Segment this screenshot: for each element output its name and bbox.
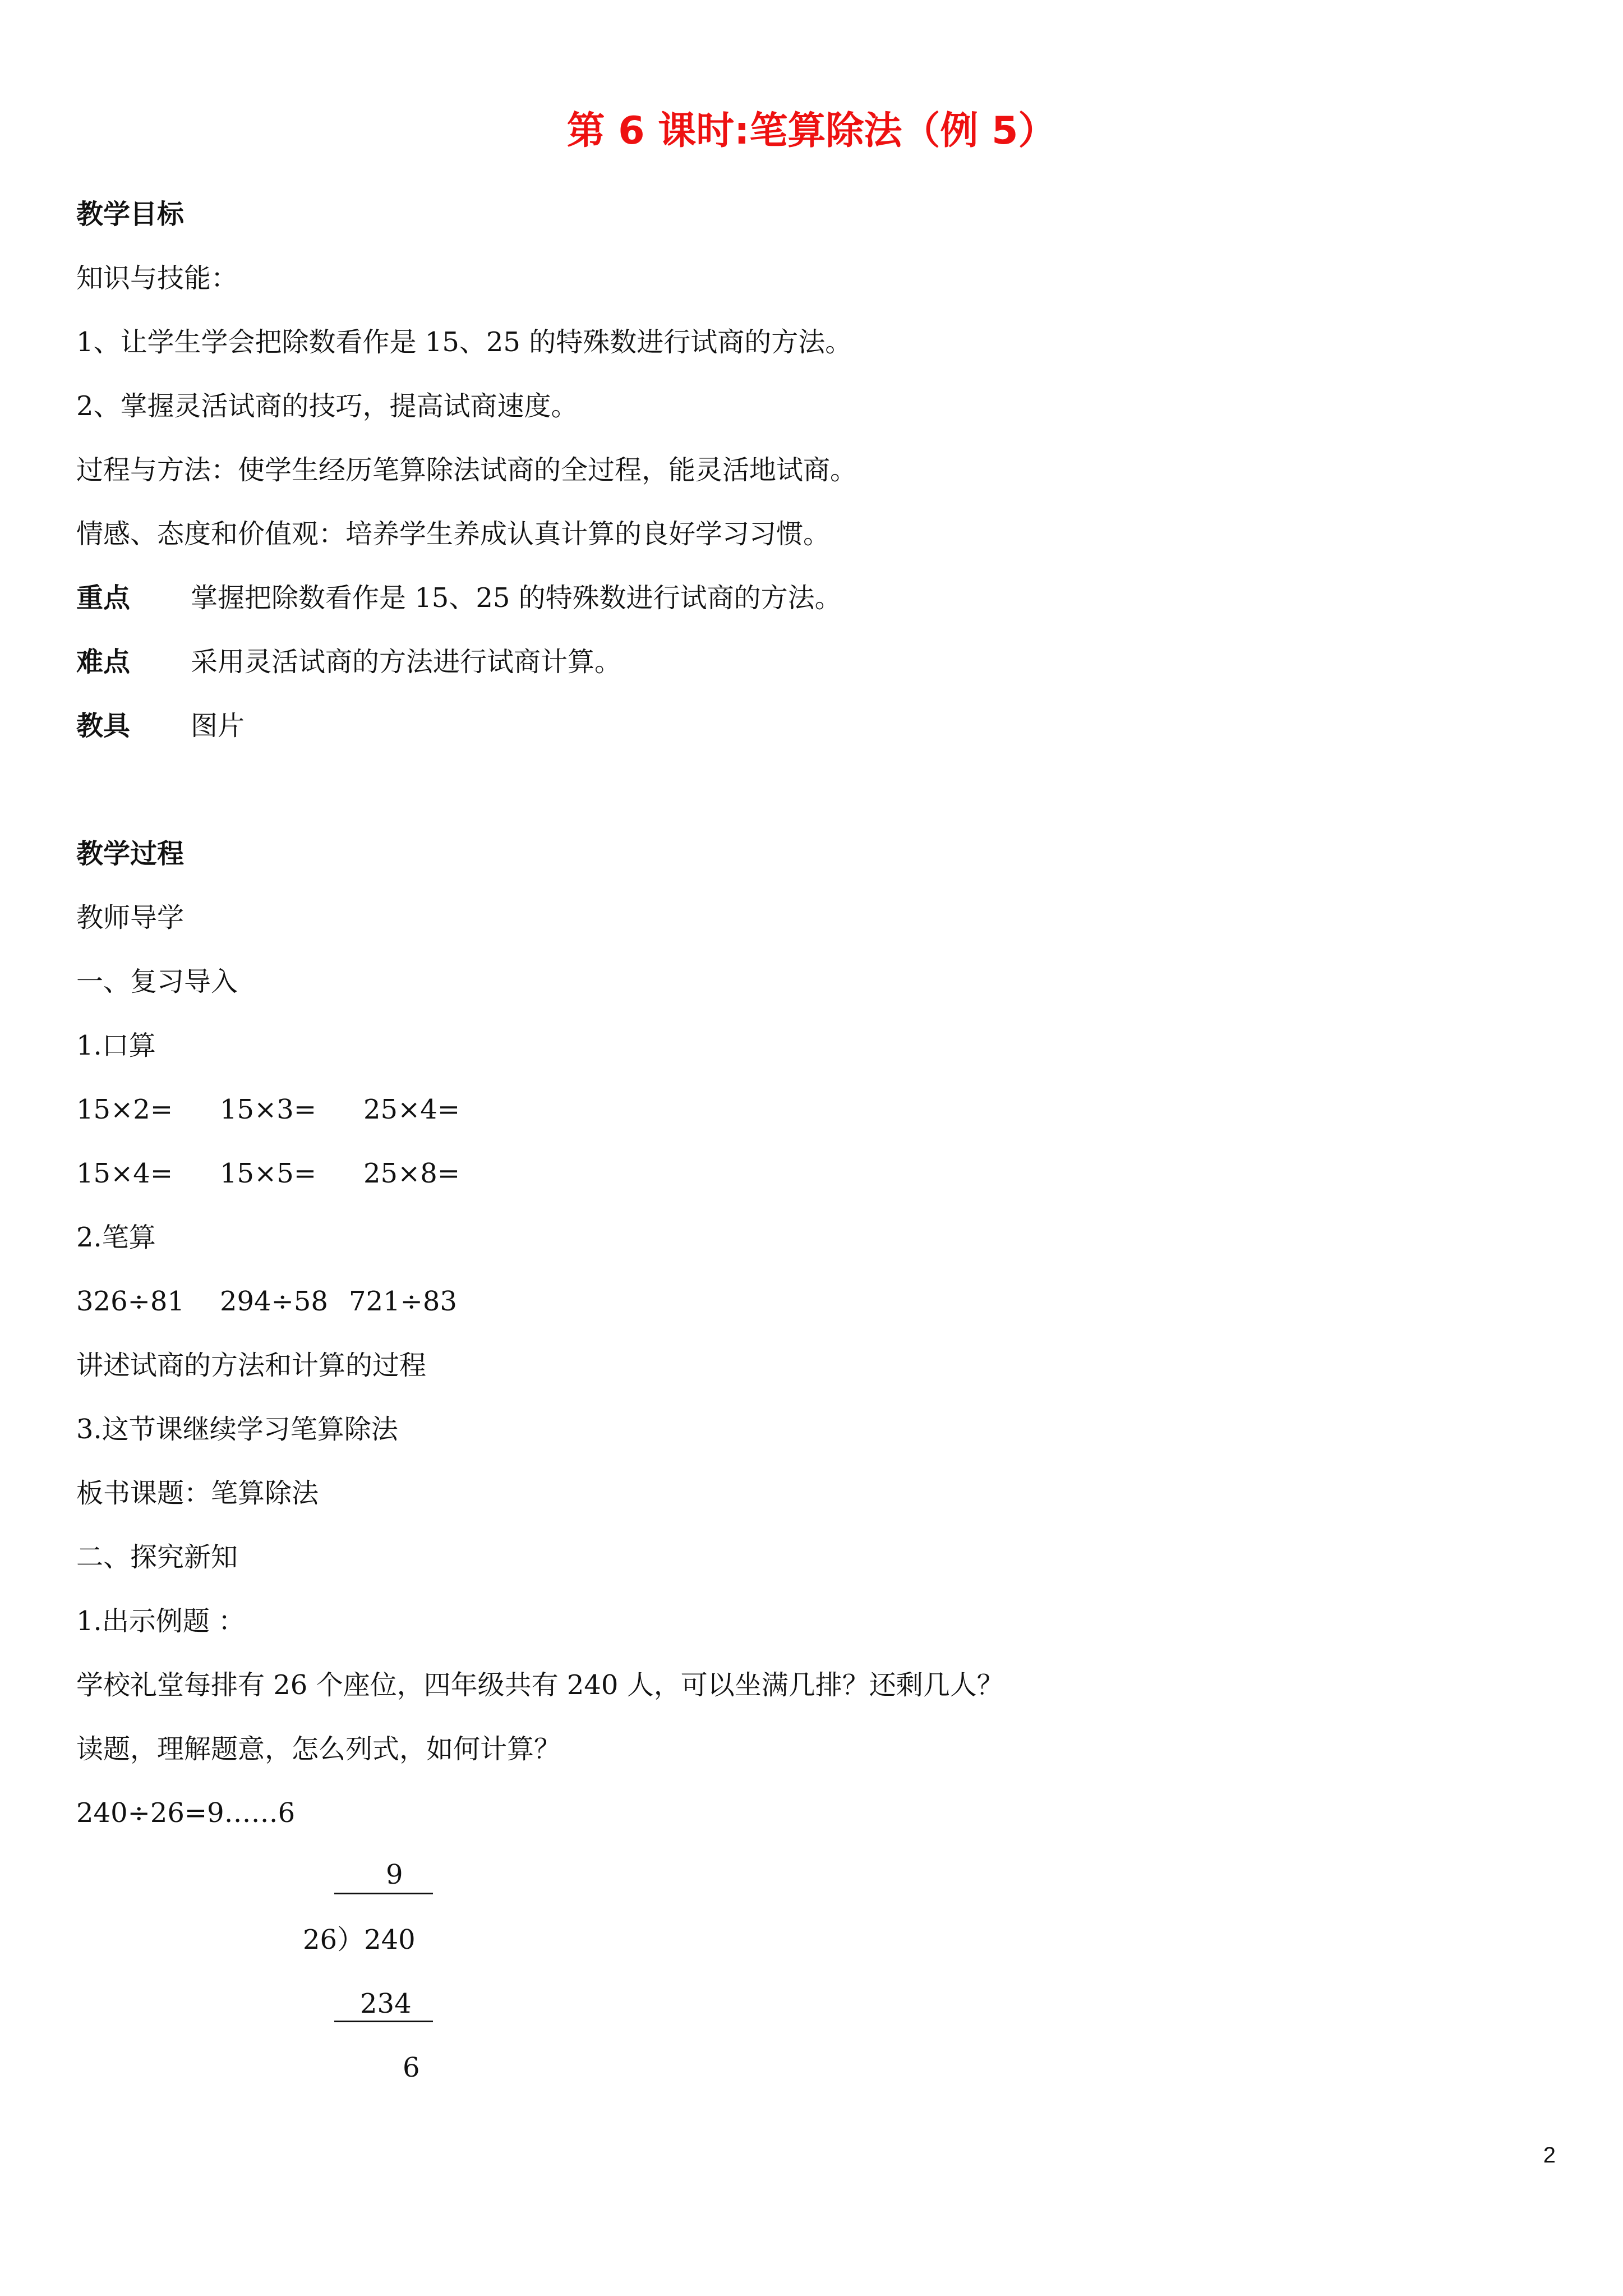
process-heading: 教学过程 xyxy=(76,838,185,869)
product: 234 xyxy=(360,1988,412,2019)
written-item: 721÷83 xyxy=(349,1286,457,1317)
oral-item: 15×2= xyxy=(76,1094,173,1125)
tools-label: 教具 xyxy=(76,710,131,742)
written-item: 294÷58 xyxy=(220,1286,328,1317)
review-heading: 一、复习导入 xyxy=(76,966,238,997)
explore-heading: 二、探究新知 xyxy=(76,1542,238,1573)
continue-text: 3.这节课继续学习笔算除法 xyxy=(76,1414,398,1445)
quotient: 9 xyxy=(386,1859,403,1890)
explain-text: 讲述试商的方法和计算的过程 xyxy=(76,1350,427,1381)
emotion-values: 情感、态度和价值观：培养学生养成认真计算的良好学习习惯。 xyxy=(76,518,831,550)
teacher-guide: 教师导学 xyxy=(76,902,185,933)
tools-value: 图片 xyxy=(191,710,245,742)
oral-item: 15×5= xyxy=(220,1158,317,1189)
key-point-value: 掌握把除数看作是 15、25 的特殊数进行试商的方法。 xyxy=(191,582,842,614)
process-method: 过程与方法：使学生经历笔算除法试商的全过程，能灵活地试商。 xyxy=(76,454,857,486)
oral-label: 1.口算 xyxy=(76,1030,156,1061)
objective-item: 1、让学生学会把除数看作是 15、25 的特殊数进行试商的方法。 xyxy=(76,326,852,358)
objective-item: 2、掌握灵活试商的技巧，提高试商速度。 xyxy=(76,390,578,422)
difficulty-value: 采用灵活试商的方法进行试商计算。 xyxy=(191,646,622,678)
divisor-dividend: 26）240 xyxy=(303,1924,416,1955)
difficulty-label: 难点 xyxy=(76,646,131,678)
example-label: 1.出示例题 ： xyxy=(76,1605,246,1637)
written-item: 326÷81 xyxy=(76,1286,185,1317)
division-bar xyxy=(334,1893,433,1894)
subtraction-line xyxy=(334,2021,433,2022)
oral-item: 15×3= xyxy=(220,1094,317,1125)
example-problem: 学校礼堂每排有 26 个座位，四年级共有 240 人，可以坐满几排？还剩几人？ xyxy=(76,1669,1004,1701)
division-equation: 240÷26=9……6 xyxy=(76,1797,296,1829)
oral-item: 25×4= xyxy=(363,1094,460,1125)
objectives-heading: 教学目标 xyxy=(76,199,185,230)
oral-item: 25×8= xyxy=(363,1158,460,1189)
board-title: 板书课题：笔算除法 xyxy=(76,1478,319,1509)
remainder: 6 xyxy=(403,2052,420,2083)
oral-item: 15×4= xyxy=(76,1158,173,1189)
written-label: 2.笔算 xyxy=(76,1222,156,1253)
page-title: 第 6 课时:笔算除法（例 5） xyxy=(566,109,1057,153)
knowledge-label: 知识与技能： xyxy=(76,263,238,294)
example-question: 读题，理解题意，怎么列式，如何计算？ xyxy=(76,1733,561,1765)
key-point-label: 重点 xyxy=(76,582,131,614)
page-number: 2 xyxy=(1543,2143,1556,2168)
